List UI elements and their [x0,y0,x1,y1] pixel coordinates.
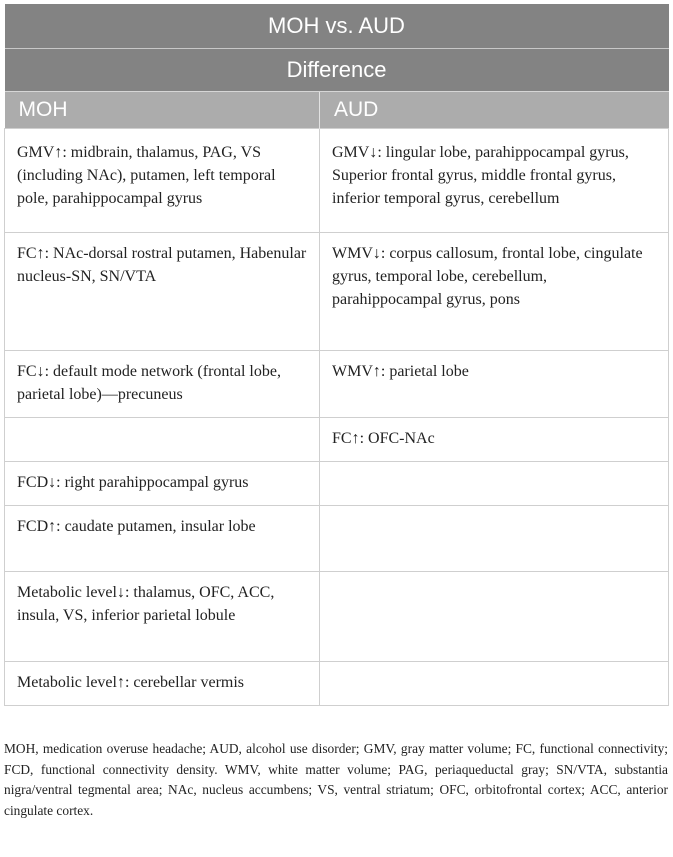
table-row [5,418,669,462]
table-subtitle: Difference [5,49,669,92]
aud-cell: GMV↓: lingular lobe, parahippocampal gyrus, Superior frontal gyrus, middle frontal gyrus, inferior temporal gyrus, cerebellum [320,129,669,233]
table-row [5,572,669,662]
table-row [5,462,669,506]
moh-column-header: MOH [5,92,320,129]
aud-cell: WMV↑: parietal lobe [320,351,669,418]
table-row [5,233,669,351]
aud-cell: FC↑: OFC-NAc [320,418,669,462]
table-footnote: MOH, medication overuse headache; AUD, alcohol use disorder; GMV, gray matter volume; FC, functional connectivity; FCD, functional connectivity density. WMV, white matter volume; PAG, periaqueductal gray; SN/VTA, substantia nigra/ventral tegmental area; NAc, nucleus accumbens; VS, ventral striatum; OFC, orbitofrontal cortex; ACC, anterior cingulate cortex. [4,741,668,818]
aud-cell [320,572,669,662]
moh-cell: FCD↑: caudate putamen, insular lobe [5,506,320,572]
moh-cell [5,418,320,462]
aud-cell [320,462,669,506]
table-row [5,506,669,572]
moh-cell: FCD↓: right parahippocampal gyrus [5,462,320,506]
moh-cell: GMV↑: midbrain, thalamus, PAG, VS (including NAc), putamen, left temporal pole, parahippocampal gyrus [5,129,320,233]
aud-cell: WMV↓: corpus callosum, frontal lobe, cingulate gyrus, temporal lobe, cerebellum, parahippocampal gyrus, pons [320,233,669,351]
aud-column-header: AUD [320,92,669,129]
aud-cell [320,506,669,572]
moh-cell: Metabolic level↓: thalamus, OFC, ACC, insula, VS, inferior parietal lobule [5,572,320,662]
aud-cell [320,662,669,706]
table-title: MOH vs. AUD [5,4,669,49]
table-row [5,129,669,233]
moh-cell: FC↓: default mode network (frontal lobe, parietal lobe)—precuneus [5,351,320,418]
table-row [5,662,669,706]
moh-cell: FC↑: NAc-dorsal rostral putamen, Habenular nucleus-SN, SN/VTA [5,233,320,351]
comparison-table-container [4,4,668,706]
moh-cell: Metabolic level↑: cerebellar vermis [5,662,320,706]
comparison-table [4,4,669,706]
table-row [5,351,669,418]
